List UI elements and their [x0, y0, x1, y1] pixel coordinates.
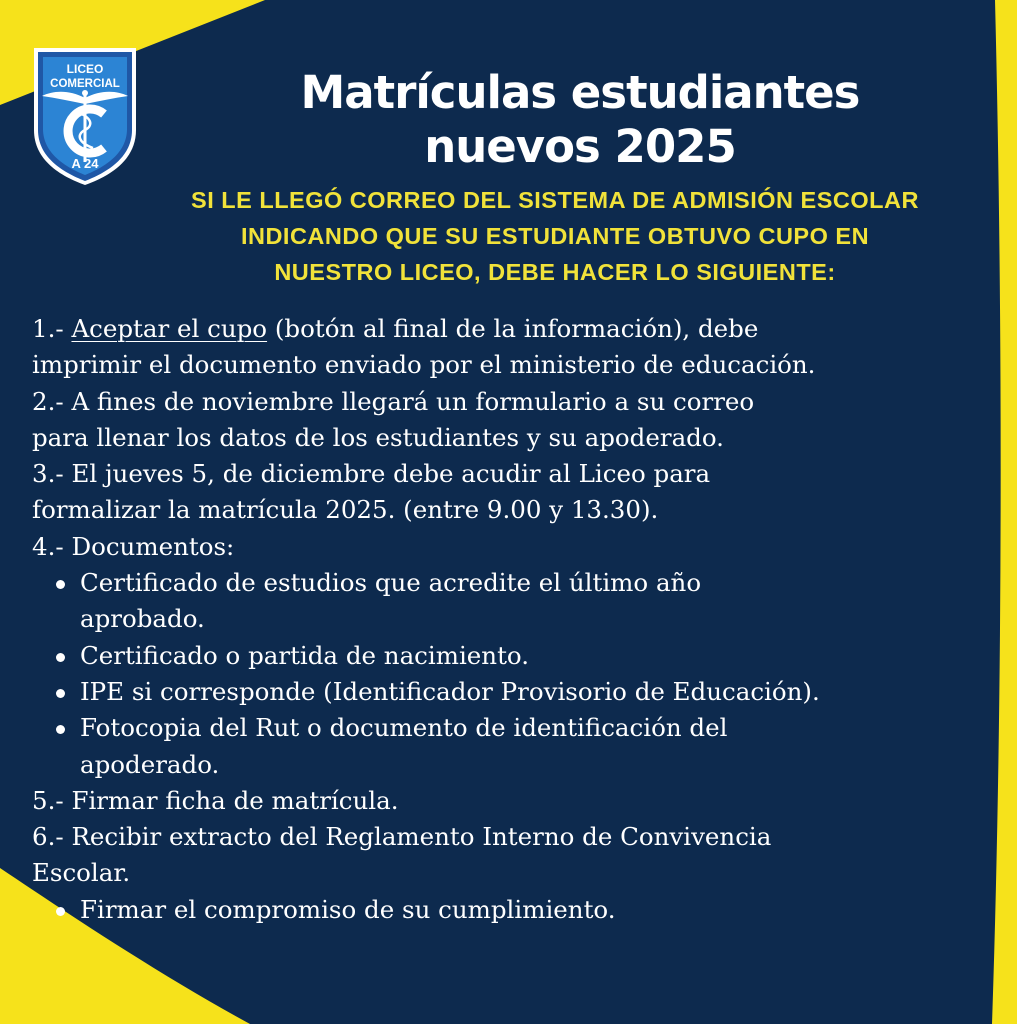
step-2-line-2: para llenar los datos de los estudiantes y su apoderado. — [32, 422, 724, 452]
step-1-rest: (botón al final de la información), debe — [267, 314, 759, 343]
step-4: 4.- Documentos: — [32, 531, 235, 561]
document-item-4: Fotocopia del Rut o documento de identificación del — [32, 710, 992, 746]
step-5: 5.- Firmar ficha de matrícula. — [32, 785, 399, 815]
subtitle-line-2: INDICANDO QUE SU ESTUDIANTE OBTUVO CUPO EN — [240, 223, 870, 249]
step-1 — [32, 311, 992, 347]
step-3: 3.- El jueves 5, de diciembre debe acudir al Liceo para — [32, 459, 711, 489]
document-item-2: Certificado o partida de nacimiento. — [32, 638, 992, 674]
document-item-3: IPE si corresponde (Identificador Provisorio de Educación). — [32, 674, 992, 710]
step-6-bullet: Firmar el compromiso de su cumplimiento. — [32, 892, 992, 928]
instructions — [32, 311, 992, 928]
title-line-1: Matrículas estudiantes — [300, 66, 860, 119]
accept-seat-link[interactable]: Aceptar el cupo — [71, 314, 268, 343]
subtitle — [100, 182, 1010, 290]
subtitle-line-1: SI LE LLEGÓ CORREO DEL SISTEMA DE ADMISIÓN ESCOLAR — [191, 187, 919, 213]
step-6: 6.- Recibir extracto del Reglamento Interno de Convivencia — [32, 822, 772, 852]
title-line-2: nuevos 2025 — [424, 120, 736, 173]
page-title — [240, 66, 920, 174]
subtitle-line-3: NUESTRO LICEO, DEBE HACER LO SIGUIENTE: — [274, 259, 836, 285]
logo-text-liceo: LICEO — [66, 62, 104, 76]
document-item-4-cont: apoderado. — [80, 749, 220, 779]
step-6-line-2: Escolar. — [32, 858, 131, 888]
document-item-1-cont: aprobado. — [80, 604, 205, 634]
school-logo — [30, 42, 140, 188]
step-1-line-2: imprimir el documento enviado por el ministerio de educación. — [32, 350, 816, 380]
step-1-prefix: 1.- — [32, 314, 72, 343]
step-3-line-2: formalizar la matrícula 2025. (entre 9.00 y 13.30). — [32, 495, 659, 525]
logo-code: A 24 — [71, 156, 99, 171]
step-2: 2.- A fines de noviembre llegará un formulario a su correo — [32, 386, 755, 416]
logo-text-comercial: COMERCIAL — [50, 78, 120, 90]
document-item-1: Certificado de estudios que acredite el último año — [32, 565, 992, 601]
